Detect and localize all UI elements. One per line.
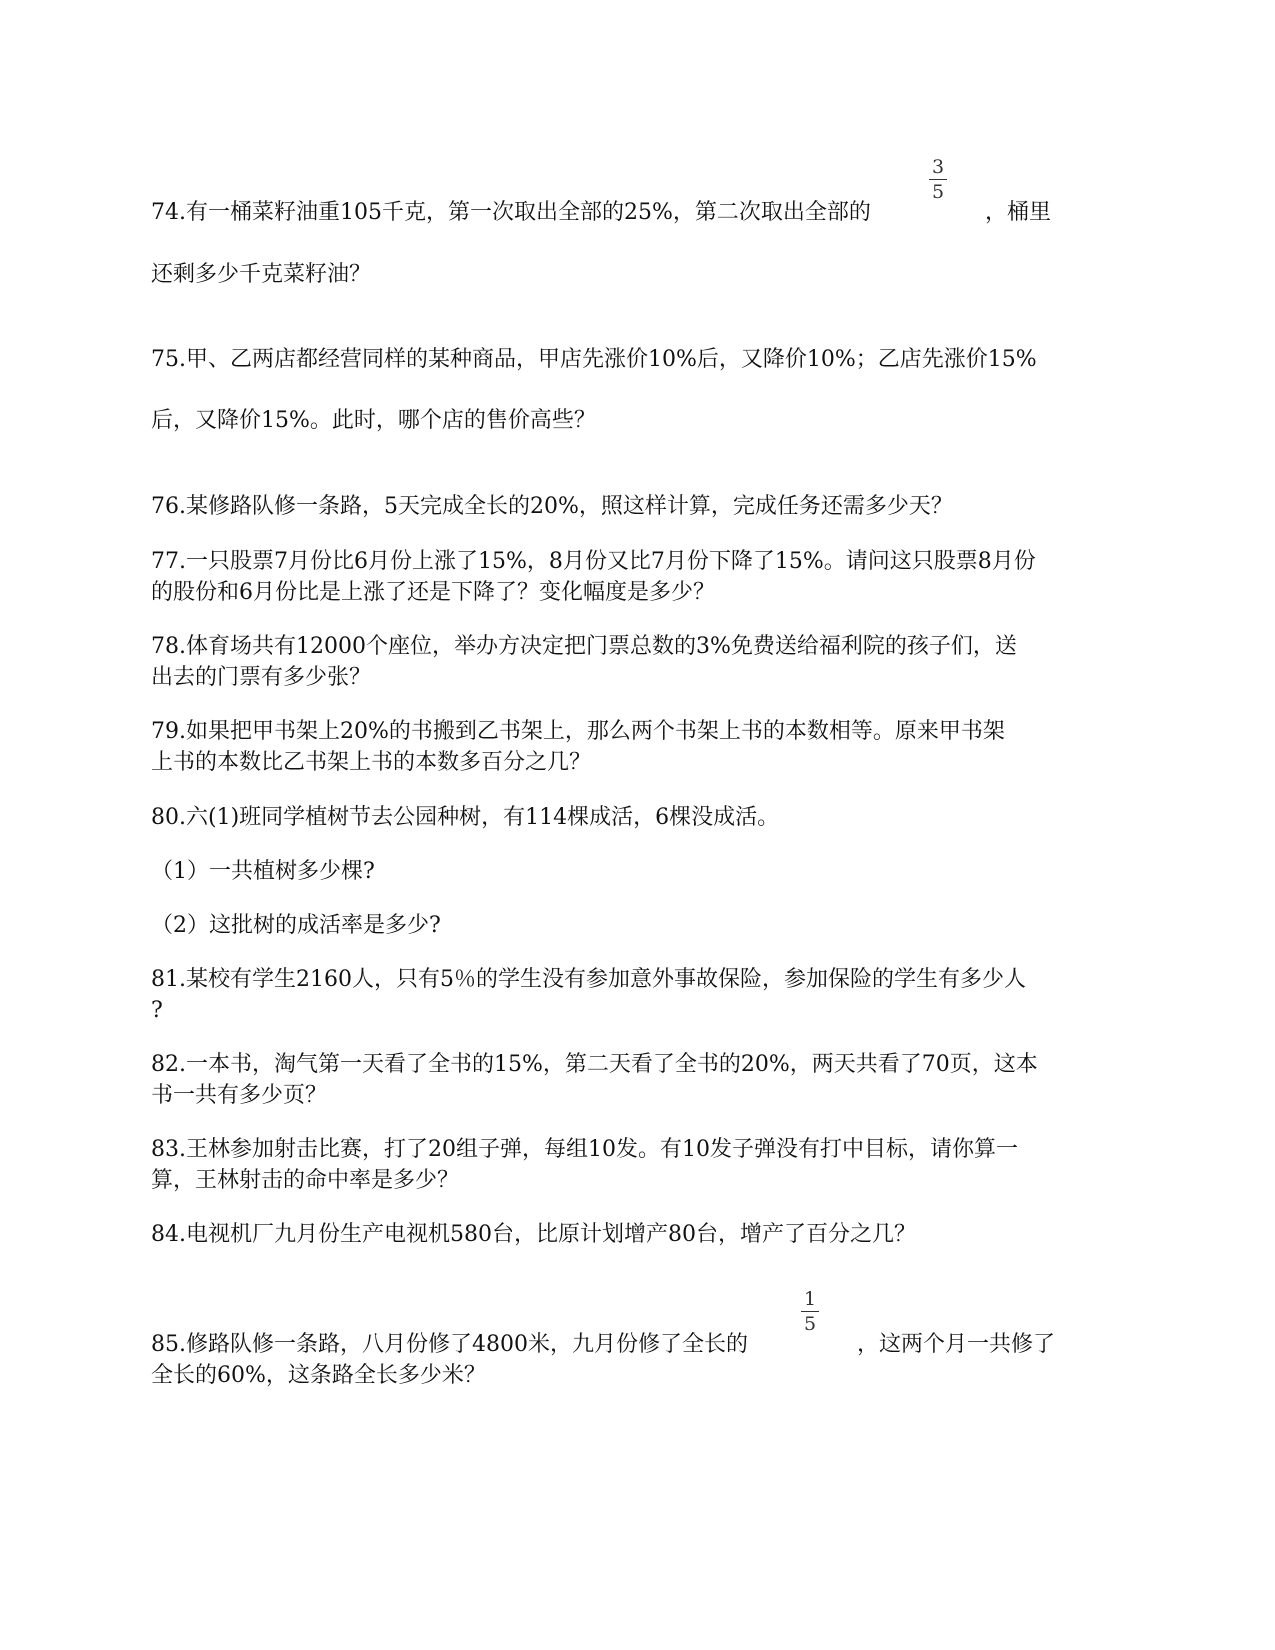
problem-85-line1 [151, 1330, 748, 1360]
problem-80-sub2: （2）这批树的成活率是多少? [151, 913, 441, 938]
problem-74-text-before: 74.有一桶菜籽油重105千克，第一次取出全部的25%，第二次取出全部的 [151, 200, 871, 225]
problem-81-line2: ? [151, 998, 163, 1023]
problem-77-line1: 77.一只股票7月份比6月份上涨了15%，8月份又比7月份下降了15%。请问这只股票8月份 [151, 549, 1036, 574]
problem-78-line1: 78.体育场共有12000个座位，举办方决定把门票总数的3%免费送给福利院的孩子们，送 [151, 634, 1017, 659]
problem-82-line1: 82.一本书，淘气第一天看了全书的15%，第二天看了全书的20%，两天共看了70页，这本 [151, 1052, 1038, 1077]
problem-76-line1: 76.某修路队修一条路，5天完成全长的20%，照这样计算，完成任务还需多少天？ [151, 494, 953, 519]
fraction-denominator: 5 [931, 181, 945, 203]
problem-78-line2: 出去的门票有多少张？ [151, 665, 372, 690]
problem-83-line1: 83.王林参加射击比赛，打了20组子弹，每组10发。有10发子弹没有打中目标，请你算一 [151, 1137, 1018, 1162]
problem-85-line2: 全长的60%，这条路全长多少米？ [151, 1363, 486, 1388]
problem-82-line2: 书一共有多少页？ [151, 1083, 328, 1108]
problem-79-line1: 79.如果把甲书架上20%的书搬到乙书架上，那么两个书架上书的本数相等。原来甲书架 [151, 719, 1005, 744]
problem-80-line1: 80.六(1)班同学植树节去公园种树，有114棵成活，6棵没成活。 [151, 805, 780, 830]
problem-80-sub1: （1）一共植树多少棵? [151, 859, 375, 884]
problem-84-line1: 84.电视机厂九月份生产电视机580台，比原计划增产80台，增产了百分之几？ [151, 1222, 916, 1247]
problem-81-line1: 81.某校有学生2160人，只有5％的学生没有参加意外事故保险，参加保险的学生有多少人 [151, 967, 1026, 992]
fraction-bar [801, 1311, 819, 1312]
fraction-numerator: 1 [803, 1288, 817, 1310]
problem-85-fraction [795, 1288, 825, 1335]
problem-74-fraction [923, 156, 953, 203]
problem-74-line1 [151, 198, 871, 228]
fraction-bar [929, 179, 947, 180]
problem-75-line2: 后，又降价15%。此时，哪个店的售价高些？ [151, 408, 596, 433]
fraction-denominator: 5 [803, 1313, 817, 1335]
problem-75-line1: 75.甲、乙两店都经营同样的某种商品，甲店先涨价10%后，又降价10%；乙店先涨价15% [151, 347, 1037, 372]
fraction-numerator: 3 [931, 156, 945, 178]
problem-74-line2: 还剩多少千克菜籽油？ [151, 262, 372, 287]
problem-74-text-after: ，桶里 [985, 200, 1052, 225]
problem-83-line2: 算，王林射击的命中率是多少？ [151, 1168, 460, 1193]
problem-85-text-before: 85.修路队修一条路，八月份修了4800米，九月份修了全长的 [151, 1332, 748, 1357]
problem-77-line2: 的股份和6月份比是上涨了还是下降了？变化幅度是多少？ [151, 580, 715, 605]
problem-85-text-after: ，这两个月一共修了 [857, 1332, 1056, 1357]
problem-79-line2: 上书的本数比乙书架上书的本数多百分之几？ [151, 750, 592, 775]
